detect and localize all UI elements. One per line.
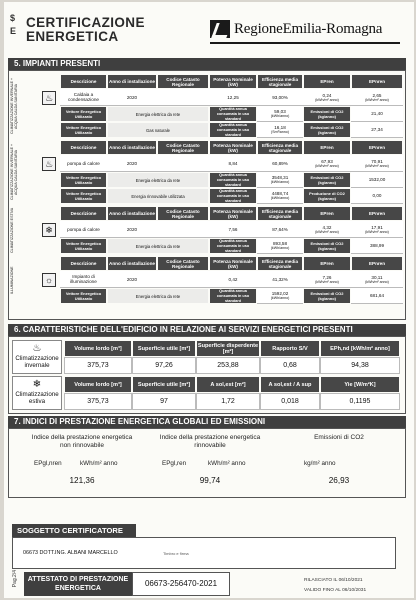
header-code-top: $ — [10, 13, 16, 23]
feature-header: Volume lordo [m³] — [64, 340, 132, 357]
cell-value: 2020 — [126, 276, 138, 282]
cell-unit: (kWh/m² anno) — [365, 279, 389, 284]
summer-label-box — [12, 376, 62, 410]
emission-label: Emissioni di CO2 (kg/anno) — [303, 122, 351, 138]
cell-value: 70,91 — [371, 158, 383, 164]
document-title — [26, 16, 145, 44]
qty-number: 4488,74 — [271, 191, 289, 196]
emission-value: 27,34 — [351, 122, 403, 138]
emission-value: 1532,00 — [351, 172, 403, 188]
region-logo — [210, 18, 400, 44]
cell-value: 0,24 — [322, 92, 332, 98]
col-header: Descrizione — [60, 206, 107, 221]
feature-header: EPh,nd [kWh/m² anno] — [320, 340, 400, 357]
vector-label: Vettore Energetico Utilizzato — [60, 122, 107, 138]
feature-header: A sol,est / A sup — [260, 376, 320, 393]
data-cell — [303, 271, 351, 288]
feature-header: Superficie utile [m²] — [132, 376, 196, 393]
title-line-2: ENERGETICA — [26, 29, 119, 44]
data-cell — [60, 155, 107, 172]
region-logo-text: RegioneEmilia-Romagna — [234, 21, 383, 37]
cell-unit: (kWh/m² anno) — [315, 279, 339, 284]
feature-value: 0,018 — [260, 393, 320, 410]
col-header: Codice Catasto Regionale — [157, 256, 209, 271]
emission-label: Produzione di CO2 (kg/anno) — [303, 188, 351, 204]
qty-label: Quantità annua consumata in uso standard — [209, 188, 257, 204]
cell-unit: (kWh/m² anno) — [315, 229, 339, 234]
cell-value: 41,32% — [272, 276, 288, 282]
col-header: Anno di installazione — [107, 256, 157, 271]
data-cell — [257, 89, 303, 106]
emission-label: Emissioni di CO2 (kg/anno) — [303, 238, 351, 254]
section7-title: 7. INDICI DI PRESTAZIONE ENERGETICA GLOBALI ED EMISSIONI — [8, 416, 406, 428]
feature-header: Superficie disperdente [m²] — [196, 340, 260, 357]
qty-unit: (kWh/anno) — [270, 180, 290, 184]
page-number: Pag.2/4 — [12, 570, 18, 588]
col-header: EPren — [303, 140, 351, 155]
data-cell — [107, 221, 157, 238]
col-header: Descrizione — [60, 74, 107, 89]
feature-header: Yie [W/m²K] — [320, 376, 400, 393]
data-cell — [60, 221, 107, 238]
qty-number: 1592,02 — [271, 291, 289, 296]
data-cell — [351, 221, 403, 238]
cell-value: 7,26 — [322, 274, 332, 280]
issue-date: RILASCIATO IL 06/10/2021 — [304, 578, 363, 583]
data-cell — [107, 89, 157, 106]
col-header: Efficienza media stagionale — [257, 206, 303, 221]
winter-label-box — [12, 340, 62, 374]
col-header: Anno di installazione — [107, 74, 157, 89]
cell-value: 12,25 — [227, 94, 239, 100]
col-header: Potenza Nominale (kW) — [209, 206, 257, 221]
bulb-icon: ☼ — [42, 273, 56, 287]
index-symbol: EPgl,nren — [34, 460, 62, 467]
index-unit: kg/m² anno — [304, 460, 336, 467]
cell-value: Impianto di illuminazione — [70, 274, 97, 284]
col-header: Codice Catasto Regionale — [157, 140, 209, 155]
col-header: Descrizione — [60, 256, 107, 271]
qty-label: Quantità annua consumata in uso standard — [209, 288, 257, 304]
feature-header: Rapporto S/V — [260, 340, 320, 357]
qty-value — [257, 172, 303, 188]
qty-number: 893,58 — [272, 241, 288, 246]
valid-until: VALIDO FINO AL 06/10/2031 — [304, 588, 367, 593]
section6-title: 6. CARATTERISTICHE DELL'EDIFICIO IN RELAZIONE AI SERVIZI ENERGETICI PRESENTI — [8, 324, 406, 336]
col-header: EPren — [303, 206, 351, 221]
radiator-icon: ♨ — [42, 157, 56, 171]
qty-value — [257, 238, 303, 254]
certificate-page — [4, 2, 414, 598]
vector-label: Vettore Energetico Utilizzato — [60, 106, 107, 122]
col-header: Codice Catasto Regionale — [157, 74, 209, 89]
attestato-code: 06673-256470-2021 — [132, 572, 230, 596]
certifier-title: SOGGETTO CERTIFICATORE — [12, 524, 136, 537]
radiator-icon: ♨ — [42, 91, 56, 105]
feature-header: Superficie utile [m²] — [132, 340, 196, 357]
winter-label: Climatizzazione invernale — [15, 355, 59, 369]
cell-value: 2,65 — [372, 92, 382, 98]
index-caption: Indice della prestazione energetica non rinnovabile — [31, 434, 133, 449]
col-header: Anno di installazione — [107, 140, 157, 155]
group-side-label: CLIMATIZZAZIONE INVERNALE + ACQUA CALDA SANITARIA — [10, 77, 18, 135]
qty-value — [257, 106, 303, 122]
col-header: EPnren — [351, 140, 403, 155]
header-codes — [10, 14, 16, 36]
qty-label: Quantità annua consumata in uso standard — [209, 172, 257, 188]
index-value: 121,36 — [69, 476, 95, 485]
data-cell — [209, 221, 257, 238]
col-header: EPren — [303, 74, 351, 89]
qty-number: 59,03 — [274, 109, 286, 114]
col-header: Descrizione — [60, 140, 107, 155]
vector-source: Energia elettrica da rete — [107, 288, 209, 304]
feature-value: 0,68 — [260, 357, 320, 374]
col-header: Efficienza media stagionale — [257, 74, 303, 89]
summer-label: Climatizzazione estiva — [15, 391, 59, 405]
data-cell — [157, 271, 209, 288]
cell-value: 87,64% — [272, 226, 288, 232]
group-side-label: CLIMATIZZAZIONE INVERNALE + ACQUA CALDA SANITARIA — [10, 143, 18, 201]
cell-value: pompa di calore — [67, 160, 100, 166]
qty-label: Quantità annua consumata in uso standard — [209, 238, 257, 254]
qty-unit: (kWh/anno) — [270, 196, 290, 200]
qty-unit: (kWh/anno) — [270, 246, 290, 250]
feature-value: 97 — [132, 393, 196, 410]
emission-label: Emissioni di CO2 (kg/anno) — [303, 172, 351, 188]
emission-value: 21,40 — [351, 106, 403, 122]
data-cell — [351, 271, 403, 288]
qty-value — [257, 188, 303, 204]
emission-value: 388,99 — [351, 238, 403, 254]
qty-unit: (kWh/anno) — [270, 296, 290, 300]
cell-value: 2020 — [126, 160, 138, 166]
cell-unit: (kWh/m² anno) — [315, 97, 339, 102]
cell-value: 17,91 — [371, 224, 383, 230]
document-header — [4, 2, 414, 52]
data-cell — [303, 155, 351, 172]
data-cell — [157, 221, 209, 238]
certifier-box — [12, 537, 396, 569]
feature-value: 0,1195 — [320, 393, 400, 410]
col-header: EPren — [303, 256, 351, 271]
col-header: Efficienza media stagionale — [257, 256, 303, 271]
data-cell — [157, 155, 209, 172]
index-caption: Emissioni di CO2 — [314, 434, 364, 441]
data-cell — [60, 89, 107, 106]
qty-label: Quantità annua consumata in uso standard — [209, 122, 257, 138]
index-caption: Indice della prestazione energetica rinnovabile — [159, 434, 261, 449]
data-cell — [209, 155, 257, 172]
data-cell — [303, 89, 351, 106]
vector-source: Energia elettrica da rete — [107, 172, 209, 188]
data-cell — [209, 271, 257, 288]
col-header: Potenza Nominale (kW) — [209, 140, 257, 155]
cell-value: 2020 — [126, 226, 138, 232]
cooling-icon: ❄ — [42, 223, 56, 237]
cell-value: 60,89% — [272, 160, 288, 166]
col-header: EPnren — [351, 206, 403, 221]
data-cell — [257, 271, 303, 288]
data-cell — [209, 89, 257, 106]
cell-value: 93,00% — [272, 94, 288, 100]
region-logo-mark-icon — [210, 20, 230, 38]
stamp-signature-label: Timbro e firma — [163, 551, 189, 556]
group-side-label: ILLUMINAZIONE — [10, 266, 14, 294]
vector-label: Vettore Energetico Utilizzato — [60, 288, 107, 304]
cell-value: 2020 — [126, 94, 138, 100]
col-header: EPnren — [351, 256, 403, 271]
qty-unit: (kWh/anno) — [270, 114, 290, 118]
cell-value: 67,93 — [321, 158, 333, 164]
vector-source: Energia rinnovabile utilizzata — [107, 188, 209, 204]
data-cell — [60, 271, 107, 288]
vector-source: Energia elettrica da rete — [107, 106, 209, 122]
col-header: Potenza Nominale (kW) — [209, 256, 257, 271]
data-cell — [107, 155, 157, 172]
vector-source: Energia elettrica da rete — [107, 238, 209, 254]
logo-underline — [210, 42, 400, 44]
index-value: 99,74 — [199, 476, 221, 485]
feature-value: 1,72 — [196, 393, 260, 410]
feature-value: 94,38 — [320, 357, 400, 374]
col-header: Codice Catasto Regionale — [157, 206, 209, 221]
group-side-label: CLIMATIZZAZIONE ESTIVA — [10, 207, 14, 253]
data-cell — [351, 89, 403, 106]
qty-label: Quantità annua consumata in uso standard — [209, 106, 257, 122]
col-header: EPnren — [351, 74, 403, 89]
cell-unit: (kWh/m² anno) — [365, 229, 389, 234]
feature-header: A sol,est [m²] — [196, 376, 260, 393]
index-unit: kWh/m² anno — [208, 460, 246, 467]
cell-value: Caldaia a condensazione — [68, 92, 99, 102]
data-cell — [257, 155, 303, 172]
emission-value: 681,64 — [351, 288, 403, 304]
feature-header: Volume lordo [m³] — [64, 376, 132, 393]
data-cell — [257, 221, 303, 238]
qty-unit: (Sm³/anno) — [271, 130, 289, 134]
qty-number: 16,18 — [274, 125, 286, 130]
emission-value: 0,00 — [351, 188, 403, 204]
index-value: 26,93 — [328, 476, 350, 485]
index-unit: kWh/m² anno — [80, 460, 118, 467]
vector-label: Vettore Energetico Utilizzato — [60, 188, 107, 204]
cell-unit: (kWh/m² anno) — [315, 163, 339, 168]
vector-label: Vettore Energetico Utilizzato — [60, 238, 107, 254]
feature-value: 97,26 — [132, 357, 196, 374]
cell-value: 0,42 — [228, 276, 238, 282]
qty-value — [257, 122, 303, 138]
certifier-name: 06673 DOTT.ING. ALBANI MARCELLO — [23, 550, 118, 556]
cell-unit: (kWh/m² anno) — [365, 163, 389, 168]
cell-value: 30,11 — [371, 274, 383, 280]
cooling-icon: ❄ — [32, 379, 42, 390]
cell-value: 7,56 — [228, 226, 238, 232]
section5-title: 5. IMPIANTI PRESENTI — [8, 58, 406, 70]
emission-label: Emissioni di CO2 (kg/anno) — [303, 106, 351, 122]
feature-value: 375,73 — [64, 357, 132, 374]
data-cell — [157, 89, 209, 106]
cell-value: 4,32 — [322, 224, 332, 230]
col-header: Efficienza media stagionale — [257, 140, 303, 155]
cell-value: 8,84 — [228, 160, 238, 166]
radiator-icon: ♨ — [32, 343, 42, 354]
feature-value: 253,88 — [196, 357, 260, 374]
qty-number: 3548,31 — [271, 175, 289, 180]
col-header: Potenza Nominale (kW) — [209, 74, 257, 89]
data-cell — [351, 155, 403, 172]
header-code-sub: E — [10, 26, 17, 36]
data-cell — [303, 221, 351, 238]
index-symbol: EPgl,ren — [162, 460, 187, 467]
qty-value — [257, 288, 303, 304]
data-cell — [107, 271, 157, 288]
attestato-label: ATTESTATO DI PRESTAZIONE ENERGETICA — [24, 572, 132, 596]
cell-unit: (kWh/m² anno) — [365, 97, 389, 102]
col-header: Anno di installazione — [107, 206, 157, 221]
emission-label: Emissioni di CO2 (kg/anno) — [303, 288, 351, 304]
vector-source: Gas naturale — [107, 122, 209, 138]
feature-value: 375,73 — [64, 393, 132, 410]
cell-value: pompa di calore — [67, 226, 100, 232]
title-line-1: CERTIFICAZIONE — [26, 15, 145, 30]
vector-label: Vettore Energetico Utilizzato — [60, 172, 107, 188]
